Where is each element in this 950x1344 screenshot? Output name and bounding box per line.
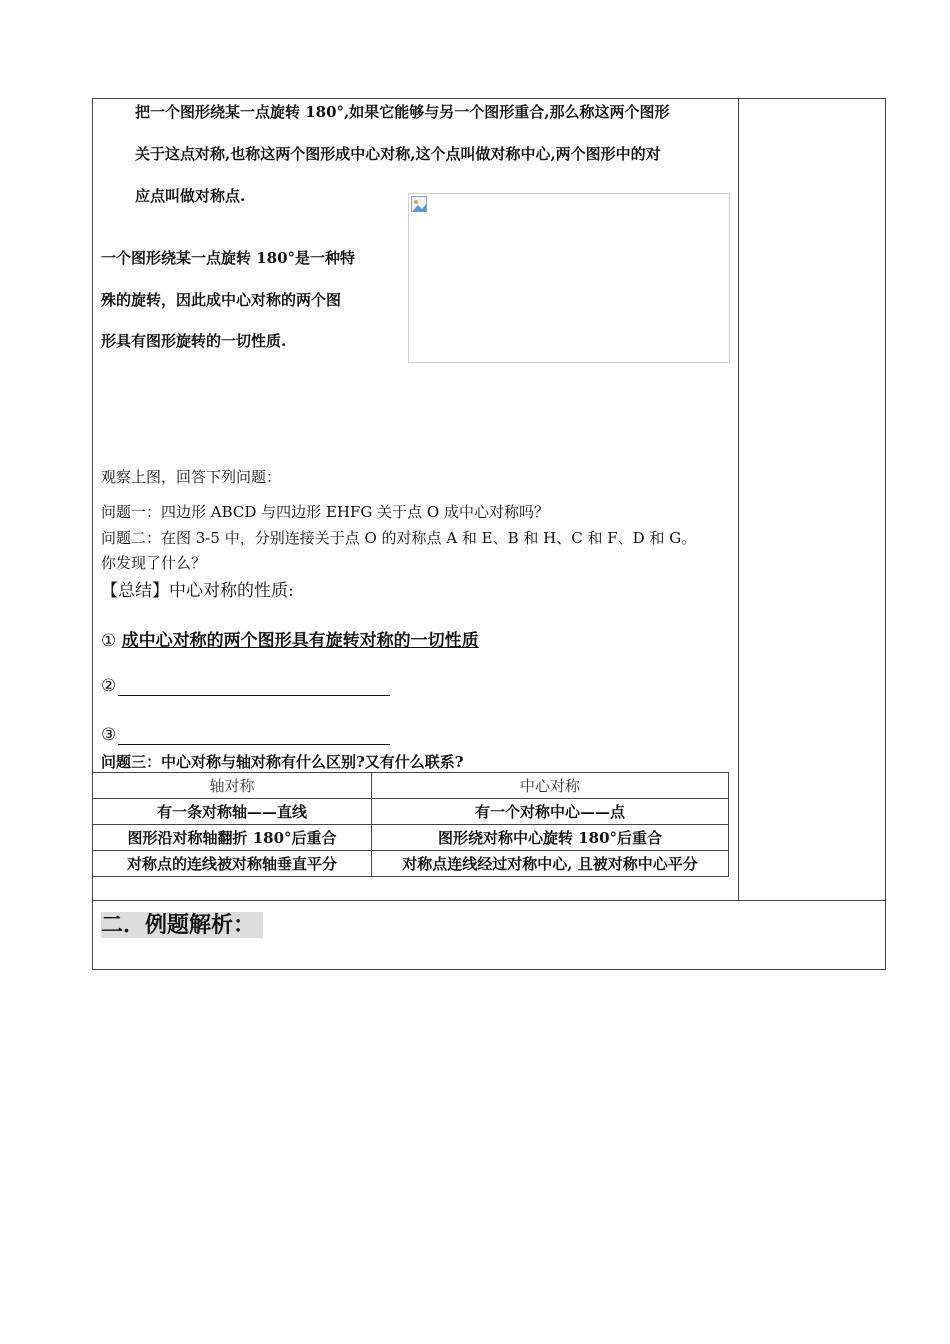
question-2-line-2: 你发现了什么？ xyxy=(101,554,207,572)
note-line-3: 形具有图形旋转的一切性质. xyxy=(101,332,287,350)
definition-line-2: 关于这点对称,也称这两个图形成中心对称,这个点叫做对称中心,两个图形中的对 xyxy=(135,145,661,163)
table-cell: 对称点连线经过对称中心, 且被对称中心平分 xyxy=(372,851,729,877)
table-cell: 图形绕对称中心旋转 180°后重合 xyxy=(372,825,729,851)
summary-item-2-number: ② xyxy=(101,676,117,696)
comparison-table xyxy=(92,772,729,877)
table-cell: 图形沿对称轴翻折 180°后重合 xyxy=(93,825,372,851)
question-3: 问题三：中心对称与轴对称有什么区别?又有什么联系? xyxy=(101,753,464,771)
table-row xyxy=(93,851,729,877)
summary-item-2-blank[interactable] xyxy=(118,679,390,696)
header-central-symmetry: 中心对称 xyxy=(372,773,729,799)
summary-item-1 xyxy=(101,626,479,651)
broken-image-icon xyxy=(411,196,427,212)
observe-prompt: 观察上图，回答下列问题： xyxy=(101,468,282,486)
table-row xyxy=(93,799,729,825)
definition-line-1: 把一个图形绕某一点旋转 180°,如果它能够与另一个图形重合,那么称这两个图形 xyxy=(135,103,670,121)
table-row xyxy=(93,825,729,851)
summary-item-3-blank[interactable] xyxy=(118,728,390,745)
question-1: 问题一：四边形 ABCD 与四边形 EHFG 关于点 O 成中心对称吗？ xyxy=(101,503,549,521)
question-2-line-1: 问题二：在图 3-5 中，分别连接关于点 O 的对称点 A 和 E、B 和 H、C 和 F、D 和 G。 xyxy=(101,529,697,547)
table-header-row xyxy=(93,773,729,799)
summary-item-3 xyxy=(101,725,390,745)
table-cell: 有一个对称中心——点 xyxy=(372,799,729,825)
summary-item-2 xyxy=(101,676,390,696)
table-cell: 有一条对称轴——直线 xyxy=(93,799,372,825)
figure-placeholder xyxy=(408,193,730,363)
summary-item-1-text: 成中心对称的两个图形具有旋转对称的一切性质 xyxy=(121,631,479,651)
column-divider xyxy=(738,98,739,900)
definition-line-3: 应点叫做对称点. xyxy=(135,187,246,205)
section-2-title: 二．例题解析： xyxy=(101,912,263,938)
summary-item-3-number: ③ xyxy=(101,725,117,745)
summary-item-1-number: ① xyxy=(101,631,117,651)
summary-title: 【总结】中心对称的性质: xyxy=(101,581,294,601)
table-cell: 对称点的连线被对称轴垂直平分 xyxy=(93,851,372,877)
note-line-2: 殊的旋转，因此成中心对称的两个图 xyxy=(101,291,342,309)
row-divider xyxy=(92,900,886,901)
header-axial-symmetry: 轴对称 xyxy=(93,773,372,799)
note-line-1: 一个图形绕某一点旋转 180°是一种特 xyxy=(101,249,356,267)
